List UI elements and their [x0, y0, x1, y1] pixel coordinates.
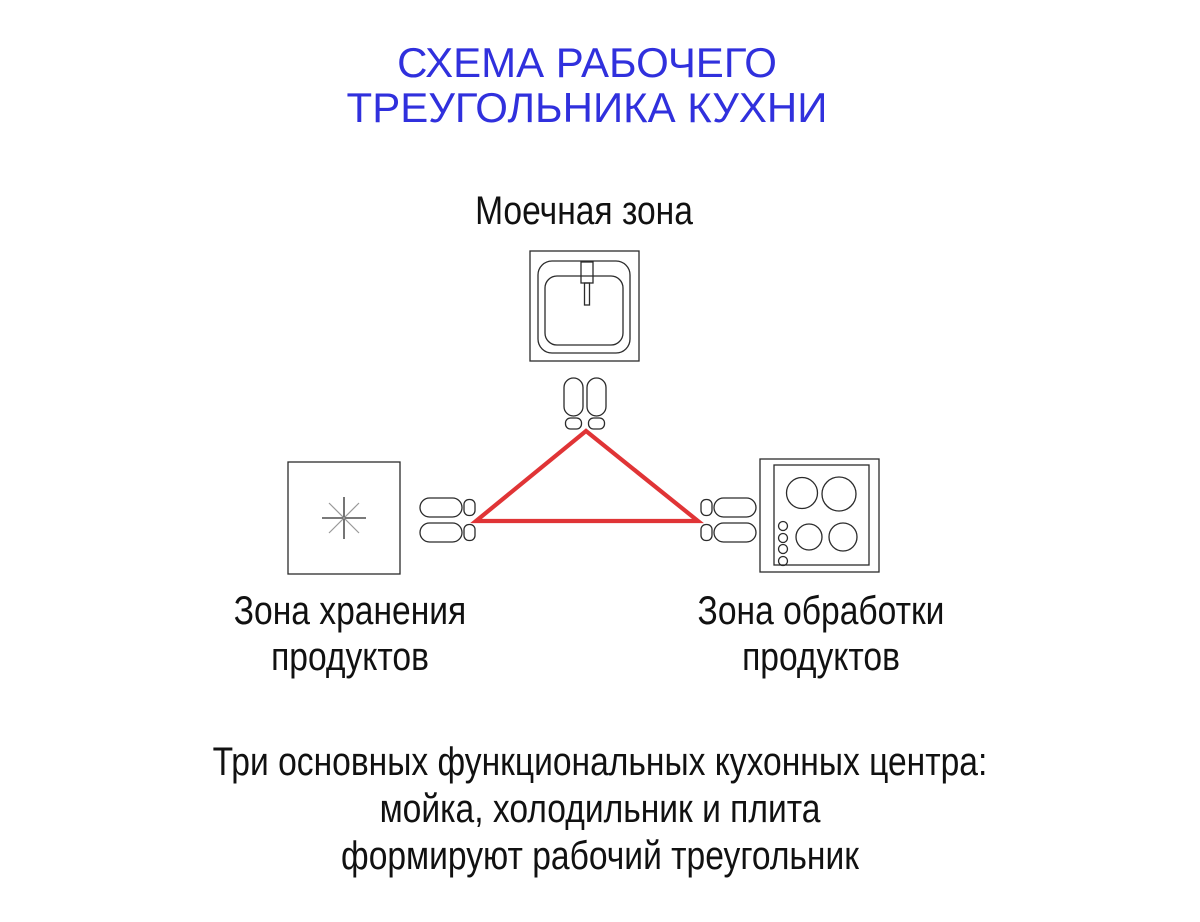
burner-icon — [822, 477, 856, 511]
caption-line3: формируют рабочий треугольник — [341, 834, 859, 878]
knob-icon — [779, 534, 788, 543]
caption — [96, 739, 1104, 880]
knob-icon — [779, 557, 788, 566]
storage-zone-label-line1: Зона хранения — [233, 589, 467, 633]
cooking-zone-label-line1: Зона обработки — [697, 589, 945, 633]
cooking-zone-label — [611, 588, 1031, 680]
footprints-stove-icon — [701, 498, 756, 542]
fridge-snowflake-icon — [288, 462, 400, 574]
burner-icon — [796, 524, 822, 550]
caption-line2: мойка, холодильник и плита — [379, 787, 821, 831]
cooking-zone-label-line2: продуктов — [742, 635, 900, 679]
work-triangle-line — [476, 431, 698, 521]
footprints-fridge-icon — [420, 498, 475, 542]
page-title-line2: ТРЕУГОЛЬНИКА КУХНИ — [346, 84, 828, 131]
burner-icon — [829, 523, 857, 551]
storage-zone-label-line2: продуктов — [271, 635, 429, 679]
stove-hob-icon — [760, 459, 879, 572]
sink-zone-label: Моечная зона — [475, 189, 693, 233]
page-title-line1: СХЕМА РАБОЧЕГО — [397, 39, 777, 86]
sink-plan-icon — [530, 251, 639, 361]
faucet-icon — [581, 262, 593, 283]
caption-line1: Три основных функциональных кухонных центра: — [212, 740, 988, 784]
footprints-sink-icon — [564, 378, 606, 429]
storage-zone-label — [140, 588, 560, 680]
knob-icon — [779, 545, 788, 554]
knob-icon — [779, 522, 788, 531]
burner-icon — [787, 478, 818, 509]
